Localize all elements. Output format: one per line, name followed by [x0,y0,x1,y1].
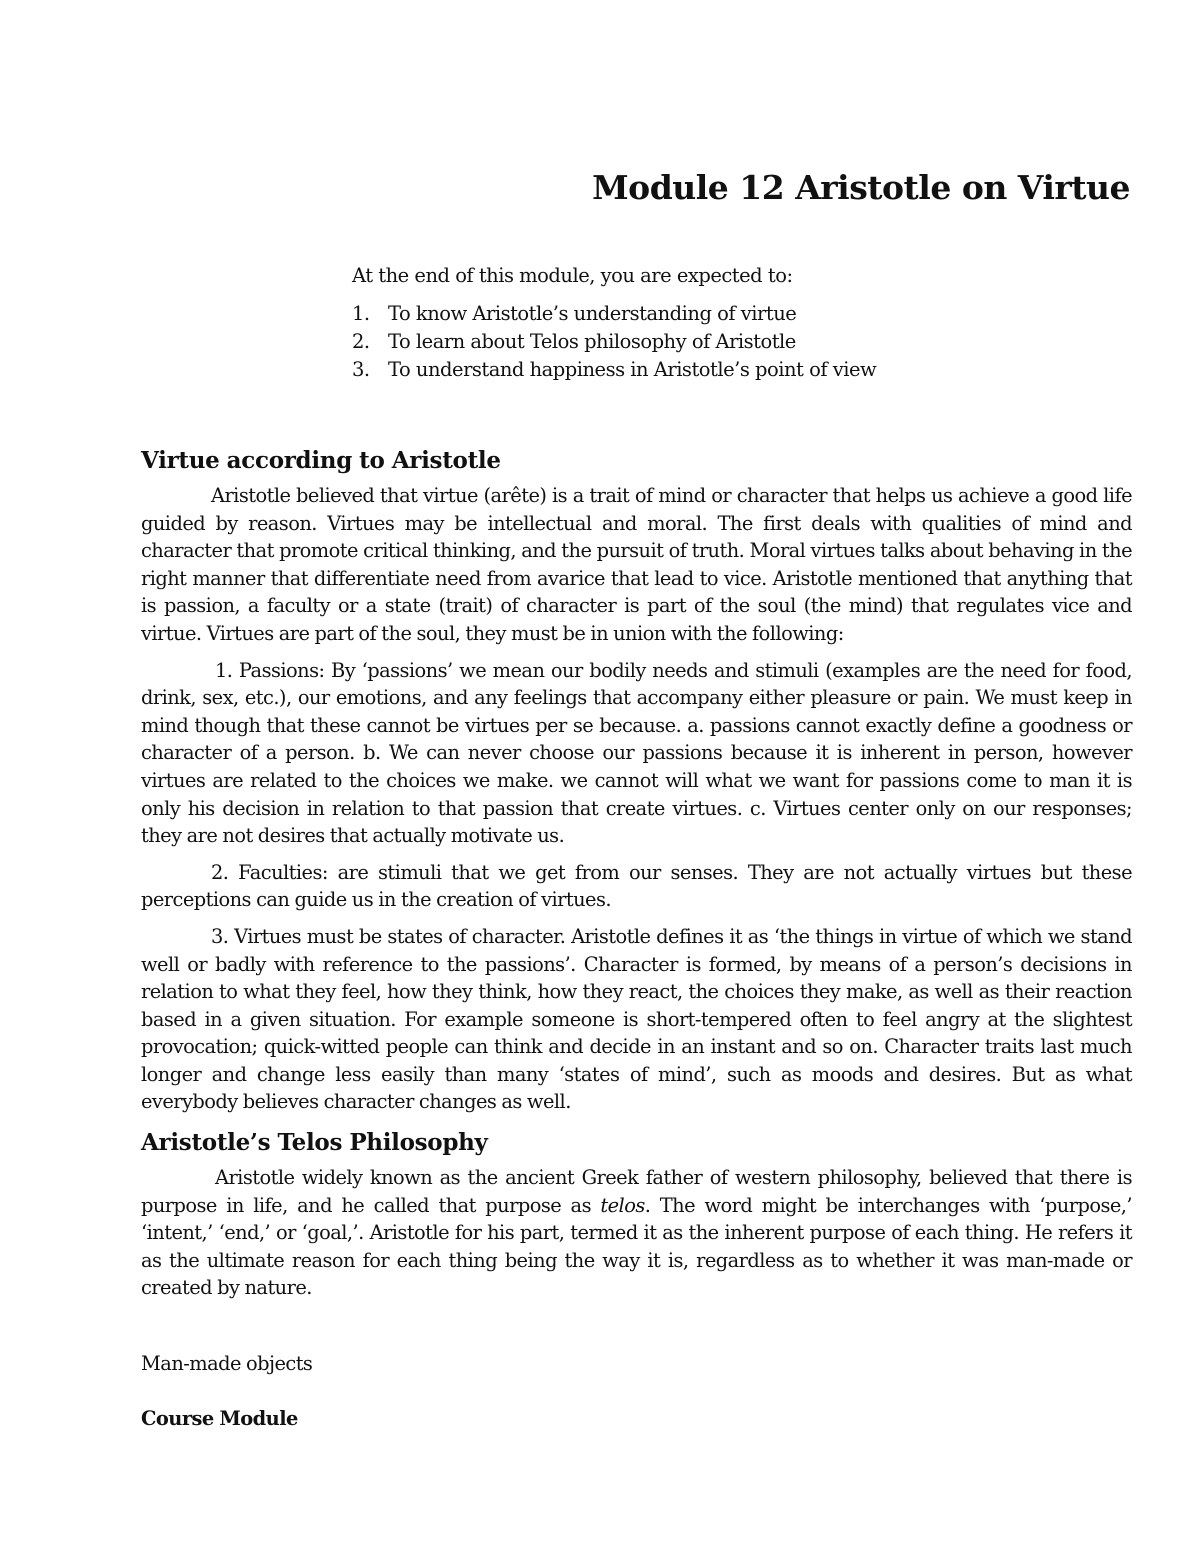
module-title: Module 12 Aristotle on Virtue [592,168,1130,207]
telos-italic-term: telos [600,1193,645,1217]
body-paragraph: Aristotle believed that virtue (arête) is a trait of mind or character that helps us achieve a good life guided by reason. Virtues may be intellectual and moral. The first deals with qualities of mind and character that promote critical thinking, and the pursuit of truth. Moral virtues talks about behaving in the right manner that differentiate need from avarice that lead to vice. Aristotle mentioned that anything that is passion, a faculty or a state (trait) of character is part of the soul (the mind) that regulates vice and virtue. Virtues are part of the soul, they must be in union with the following: [141,484,1132,645]
faculties-paragraph: 2. Faculties: are stimuli that we get from our senses. They are not actually virtues but these perceptions can guide us in the creation of virtues. [141,860,1132,912]
objectives-list [352,300,1132,384]
objective-item [352,328,1132,356]
objective-number: 1. [352,302,370,325]
telos-text-after: . The word might be interchanges with ‘purpose,’ ‘intent,’ ‘end,’ or ‘goal,’. Aristotle for his part, termed it as the inherent purpose of each thing. He refers it as the ultimate reason for each thing being the way it is, regardless as to whether it was man-made or created by nature. [141,1193,1132,1300]
objective-item [352,356,1132,384]
passions-paragraph: 1. Passions: By ‘passions’ we mean our bodily needs and stimuli (examples are the need for food, drink, sex, etc.), our emotions, and any feelings that accompany either pleasure or pain. We must keep in mind though that these cannot be virtues per se because. a. passions cannot exactly define a goodness or character of a person. b. We can never choose our passions because it is inherent in person, however virtues are related to the choices we make. we cannot will what we want for passions come to man it is only his decision in relation to that passion that create virtues. c. Virtues center only on our responses; they are not desires that actually motivate us. [141,658,1132,848]
man-made-objects-label: Man-made objects [141,1352,313,1376]
objective-text: To know Aristotle’s understanding of virtue [388,302,797,325]
objective-number: 3. [352,358,370,381]
objectives-intro: At the end of this module, you are expected to: [352,264,793,287]
states-of-character-paragraph: 3. Virtues must be states of character. Aristotle defines it as ‘the things in virtue of which we stand well or badly with reference to the passions’. Character is formed, by means of a person’s decisions in relation to what they feel, how they think, how they react, the choices they make, as well as their reaction based in a given situation. For example someone is short-tempered often to feel angry at the slightest provocation; quick-witted people can think and decide in an instant and so on. Character traits last much longer and change less easily than many ‘states of mind’, such as moods and desires. But as what everybody believes character changes as well. [141,924,1132,1114]
section-heading-telos: Aristotle’s Telos Philosophy [141,1129,488,1157]
objective-number: 2. [352,330,370,353]
telos-text-before: Aristotle widely known as the ancient Greek father of western philosophy, believed that there is purpose in life, and he called that purpose as [141,1166,1132,1217]
objectives-block [352,262,1132,384]
document-body [141,444,1132,1433]
objective-text: To understand happiness in Aristotle’s point of view [388,358,877,381]
telos-paragraph [141,1164,1132,1302]
course-module-footer: Course Module [141,1407,298,1431]
objective-item [352,300,1132,328]
section-heading-virtue: Virtue according to Aristotle [141,447,501,474]
objective-text: To learn about Telos philosophy of Aristotle [388,330,796,353]
